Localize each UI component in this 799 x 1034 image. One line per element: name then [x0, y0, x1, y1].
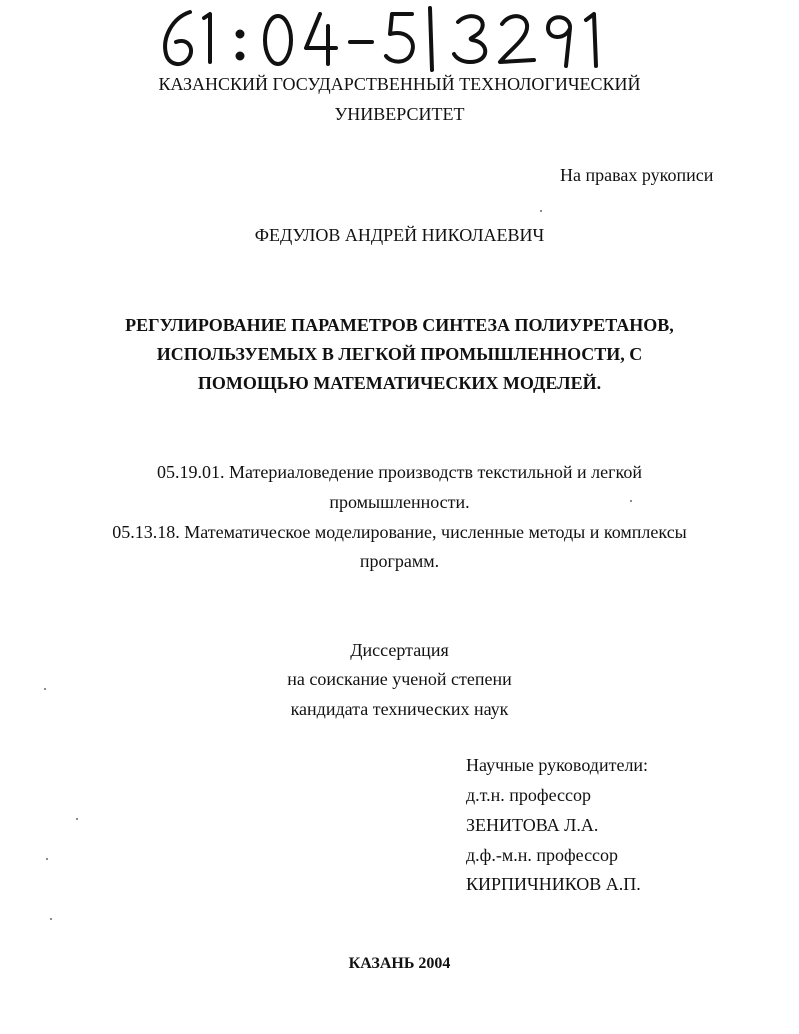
scan-speck	[50, 918, 52, 920]
specialty-line-3: 05.13.18. Математическое моделирование, численные методы и комплексы	[112, 522, 687, 542]
thesis-title-line-1: РЕГУЛИРОВАНИЕ ПАРАМЕТРОВ СИНТЕЗА ПОЛИУРЕТАНОВ,	[125, 315, 674, 335]
city-year: КАЗАНЬ 2004	[348, 955, 451, 972]
scan-speck	[46, 858, 48, 860]
specialty-line-4: программ.	[359, 551, 440, 571]
thesis-title-line-2: ИСПОЛЬЗУЕМЫХ В ЛЕГКОЙ ПРОМЫШЛЕННОСТИ, С	[156, 344, 643, 364]
scan-speck	[44, 688, 46, 690]
university-name-line-2: УНИВЕРСИТЕТ	[334, 104, 465, 124]
supervisor-1-name: ЗЕНИТОВА Л.А.	[466, 815, 599, 835]
supervisor-2-name: КИРПИЧНИКОВ А.П.	[466, 874, 641, 894]
thesis-title-line-3: ПОМОЩЬЮ МАТЕМАТИЧЕСКИХ МОДЕЛЕЙ.	[197, 373, 602, 393]
author-name: ФЕДУЛОВ АНДРЕЙ НИКОЛАЕВИЧ	[254, 225, 545, 245]
specialty-line-2: промышленности.	[329, 492, 470, 512]
specialty-line-1: 05.19.01. Материаловедение производств текстильной и легкой	[157, 462, 642, 482]
university-name-line-1: КАЗАНСКИЙ ГОСУДАРСТВЕННЫЙ ТЕХНОЛОГИЧЕСКИЙ	[158, 74, 641, 94]
degree-line-1: Диссертация	[350, 640, 449, 660]
supervisors-heading: Научные руководители:	[466, 755, 649, 775]
degree-line-2: на соискание ученой степени	[287, 669, 512, 689]
scan-speck	[540, 210, 542, 212]
scan-speck	[76, 818, 78, 820]
supervisor-2-rank: д.ф.-м.н. профессор	[466, 845, 619, 865]
degree-line-3: кандидата технических наук	[290, 699, 509, 719]
scan-speck	[630, 500, 632, 502]
supervisor-1-rank: д.т.н. профессор	[466, 785, 592, 805]
handwritten-archive-code	[150, 4, 630, 74]
rights-note: На правах рукописи	[560, 165, 714, 185]
